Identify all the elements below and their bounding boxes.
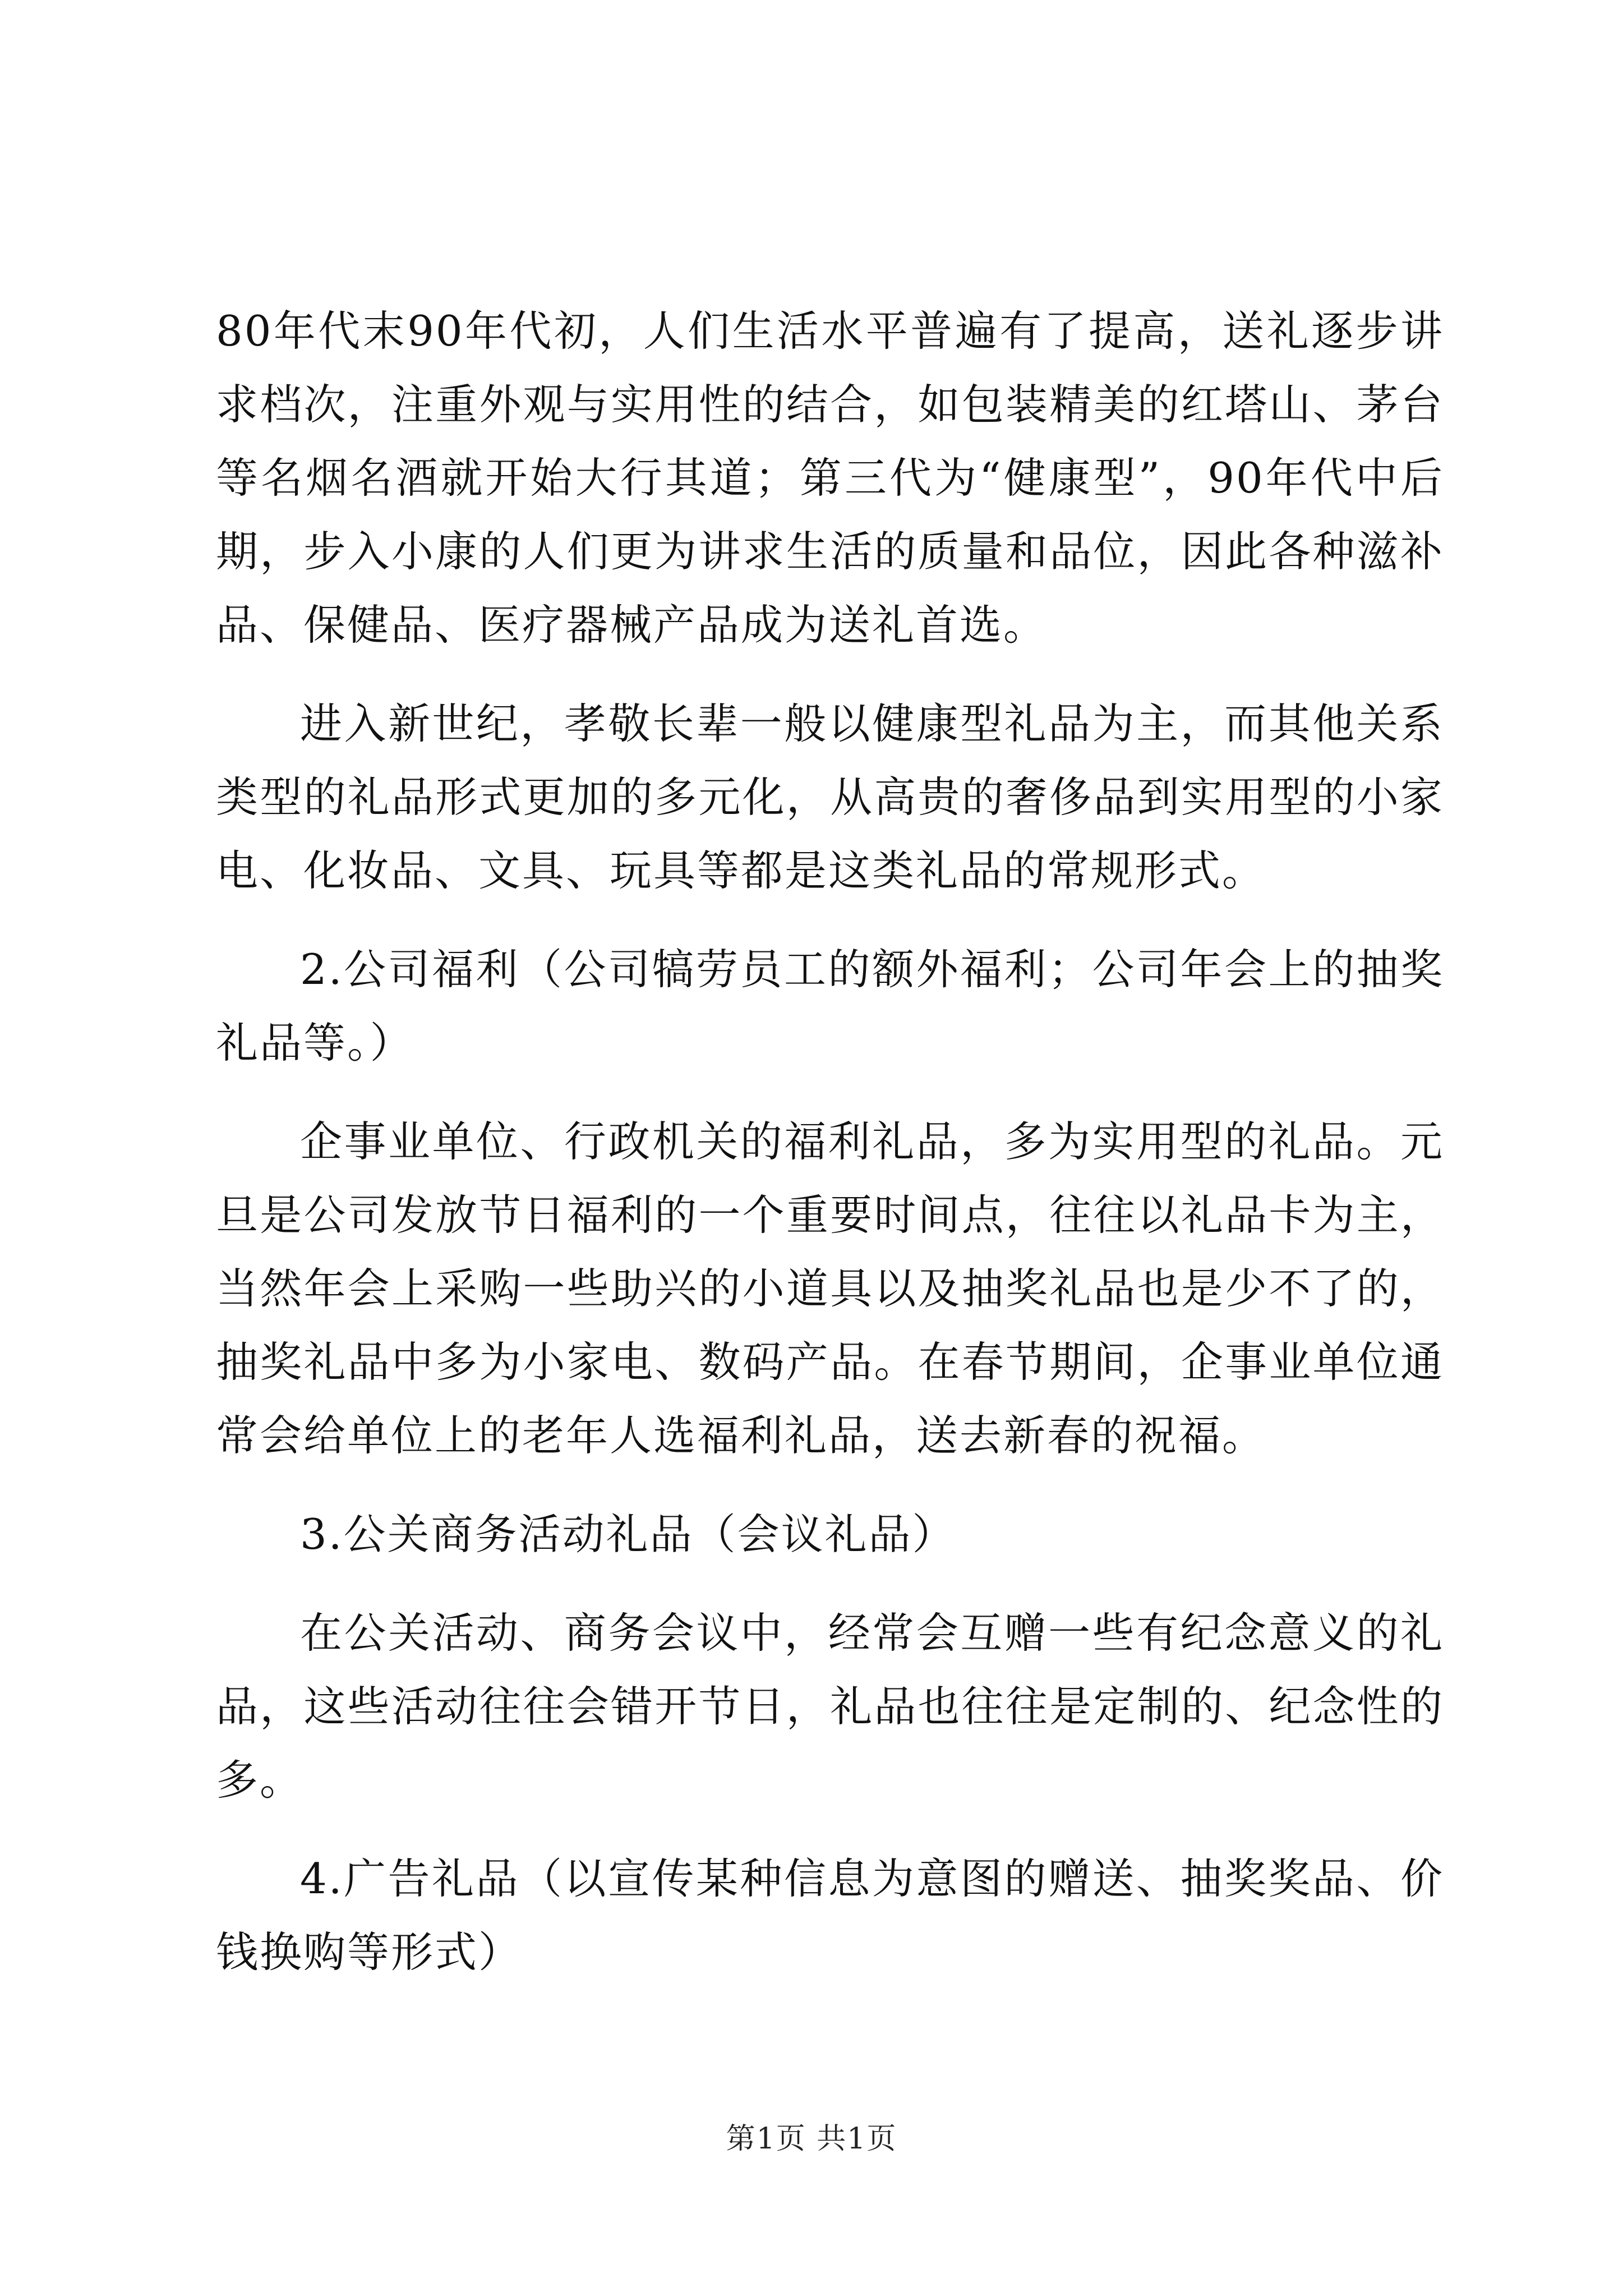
page-number-footer: 第1页 共1页 xyxy=(726,2122,897,2156)
text-line: 电、化妆品、文具、玩具等都是这类礼品的常规形式。 xyxy=(216,846,1266,895)
text-line: 品，这些活动往往会错开节日，礼品也往往是定制的、纪念性的 xyxy=(216,1682,1444,1731)
section-heading-cont: 钱换购等形式） xyxy=(216,1927,523,1977)
body-text xyxy=(216,295,1444,1989)
text-line: 多。 xyxy=(216,1755,304,1805)
text-line: 求档次，注重外观与实用性的结合，如包装精美的红塔山、茅台 xyxy=(216,380,1444,429)
text-line: 进入新世纪，孝敬长辈一般以健康型礼品为主，而其他关系 xyxy=(300,699,1444,748)
text-line: 当然年会上采购一些助兴的小道具以及抽奖礼品也是少不了的， xyxy=(216,1264,1444,1313)
section-heading: 3.公关商务活动礼品（会议礼品） xyxy=(300,1510,956,1559)
text-line: 常会给单位上的老年人选福利礼品，送去新春的祝福。 xyxy=(216,1411,1266,1460)
text-line: 在公关活动、商务会议中，经常会互赠一些有纪念意义的礼 xyxy=(300,1608,1444,1658)
text-line: 抽奖礼品中多为小家电、数码产品。在春节期间，企事业单位通 xyxy=(216,1337,1444,1387)
section-heading-cont: 礼品等。） xyxy=(216,1018,414,1068)
text-line: 类型的礼品形式更加的多元化，从高贵的奢侈品到实用型的小家 xyxy=(216,772,1444,822)
text-line: 80年代末90年代初，人们生活水平普遍有了提高，送礼逐步讲 xyxy=(216,306,1444,356)
text-line: 旦是公司发放节日福利的一个重要时间点，往往以礼品卡为主， xyxy=(216,1190,1444,1240)
text-line: 企事业单位、行政机关的福利礼品，多为实用型的礼品。元 xyxy=(300,1117,1444,1166)
text-line: 等名烟名酒就开始大行其道；第三代为“健康型”，90年代中后 xyxy=(216,453,1444,503)
text-line: 品、保健品、医疗器械产品成为送礼首选。 xyxy=(216,600,1048,650)
section-heading: 4.广告礼品（以宣传某种信息为意图的赠送、抽奖奖品、价 xyxy=(300,1854,1444,1903)
text-line: 期，步入小康的人们更为讲求生活的质量和品位，因此各种滋补 xyxy=(216,527,1444,576)
section-heading: 2.公司福利（公司犒劳员工的额外福利；公司年会上的抽奖 xyxy=(300,945,1444,994)
